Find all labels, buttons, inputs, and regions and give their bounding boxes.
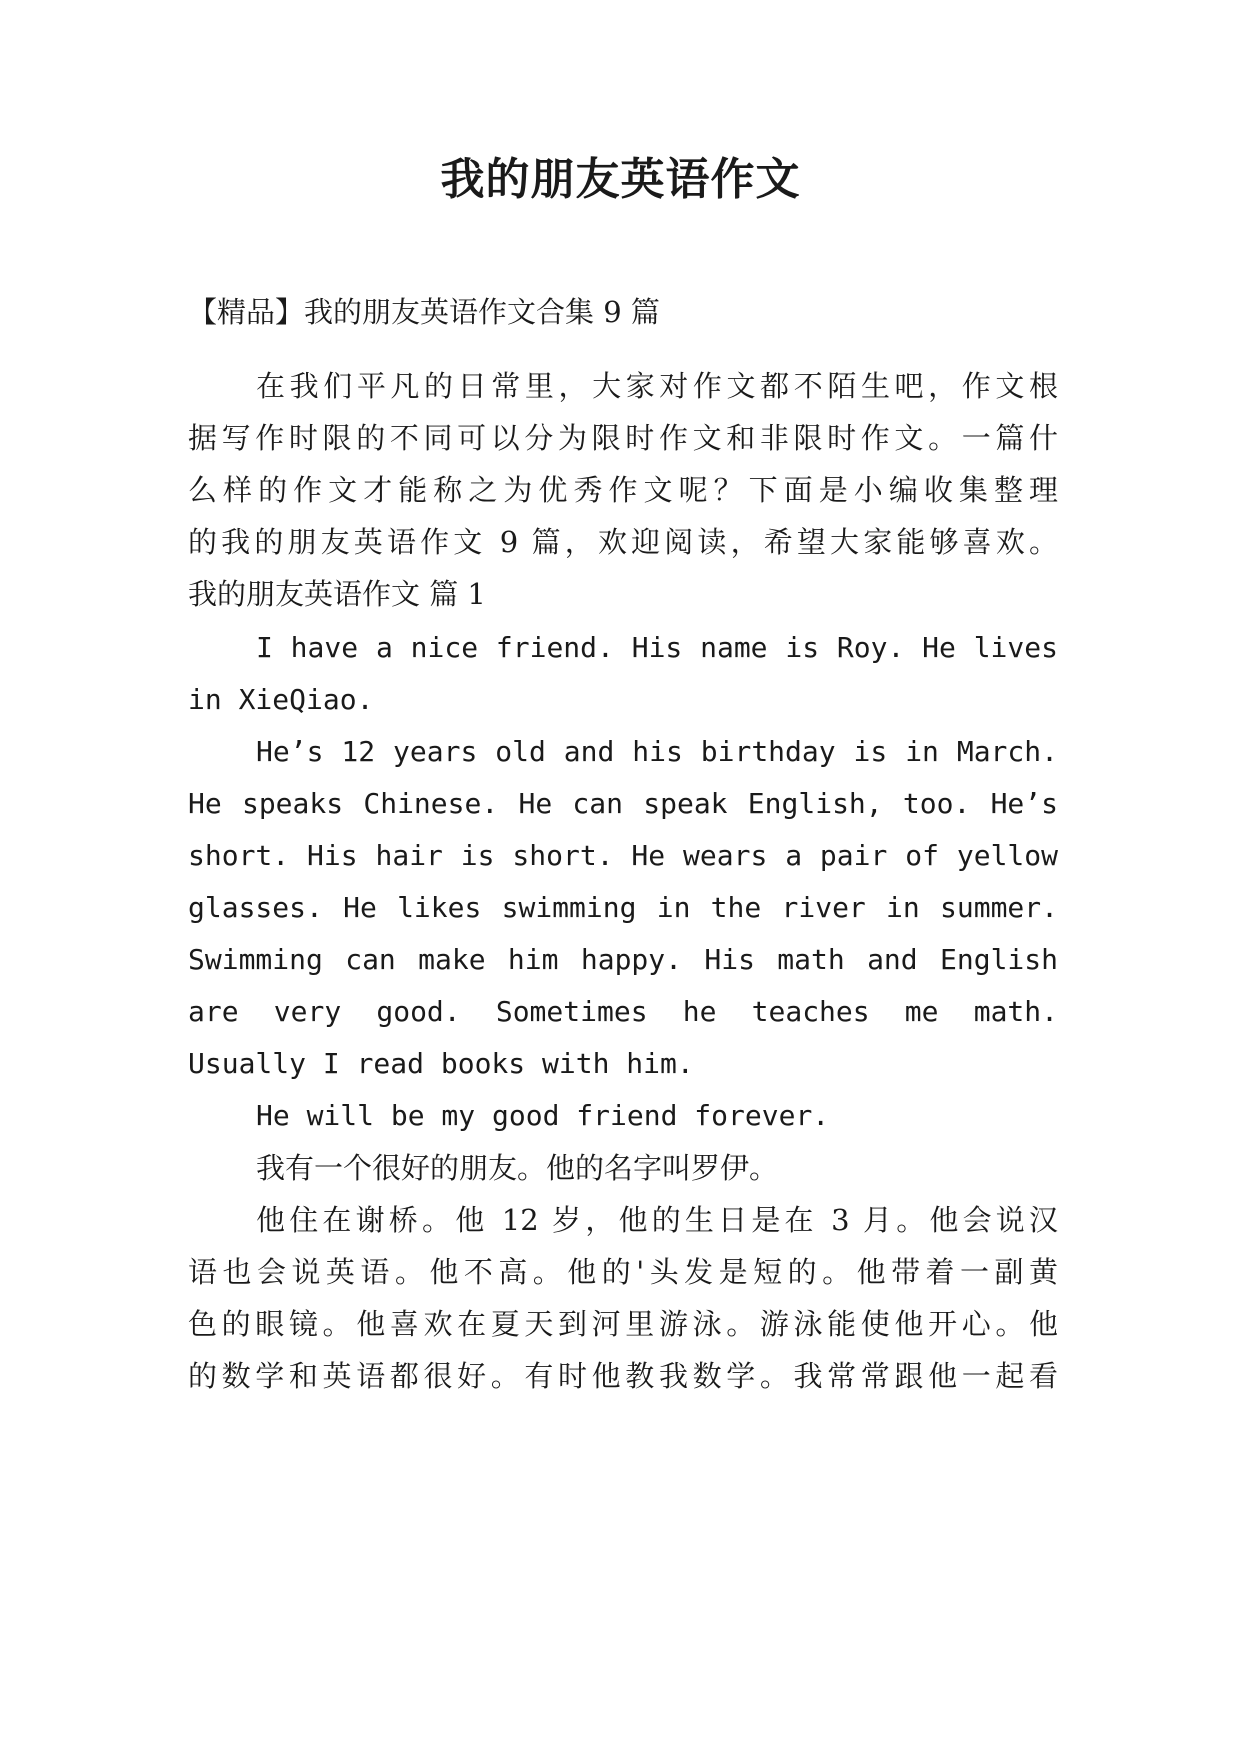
paragraph-line: 语也会说英语。他不高。他的'头发是短的。他带着一副黄 <box>188 1255 1058 1289</box>
paragraph-line: 据写作时限的不同可以分为限时作文和非限时作文。一篇什 <box>188 421 1058 455</box>
paragraph-line: 的数学和英语都很好。有时他教我数学。我常常跟他一起看 <box>188 1359 1058 1393</box>
paragraph-line: Usually I read books with him. <box>188 1047 694 1080</box>
paragraph-line: short. His hair is short. He wears a pair of yellow <box>188 839 1058 872</box>
paragraph-line: are very good. Sometimes he teaches me math. <box>188 995 1058 1028</box>
paragraph-line: in XieQiao. <box>188 683 374 716</box>
section-heading: 我的朋友英语作文 篇 1 <box>188 577 486 611</box>
paragraph-line: glasses. He likes swimming in the river in summer. <box>188 891 1058 924</box>
paragraph-line: I have a nice friend. His name is Roy. He lives <box>256 631 1058 664</box>
paragraph-line: 在我们平凡的日常里，大家对作文都不陌生吧，作文根 <box>256 369 1058 403</box>
page-title: 我的朋友英语作文 <box>440 154 801 205</box>
paragraph-line: Swimming can make him happy. His math and English <box>188 943 1058 976</box>
paragraph-line: He speaks Chinese. He can speak English, too. He’s <box>188 787 1058 820</box>
paragraph-line: He’s 12 years old and his birthday is in March. <box>256 735 1058 768</box>
paragraph-line: 我有一个很好的朋友。他的名字叫罗伊。 <box>256 1151 779 1185</box>
paragraph-line: He will be my good friend forever. <box>256 1099 830 1132</box>
paragraph-line: 色的眼镜。他喜欢在夏天到河里游泳。游泳能使他开心。他 <box>188 1307 1058 1341</box>
document-subtitle: 【精品】我的朋友英语作文合集 9 篇 <box>188 295 660 329</box>
paragraph-line: 的我的朋友英语作文 9 篇，欢迎阅读，希望大家能够喜欢。 <box>188 525 1058 559</box>
paragraph-line: 他住在谢桥。他 12 岁，他的生日是在 3 月。他会说汉 <box>256 1203 1058 1237</box>
paragraph-line: 么样的作文才能称之为优秀作文呢？下面是小编收集整理 <box>188 473 1058 507</box>
